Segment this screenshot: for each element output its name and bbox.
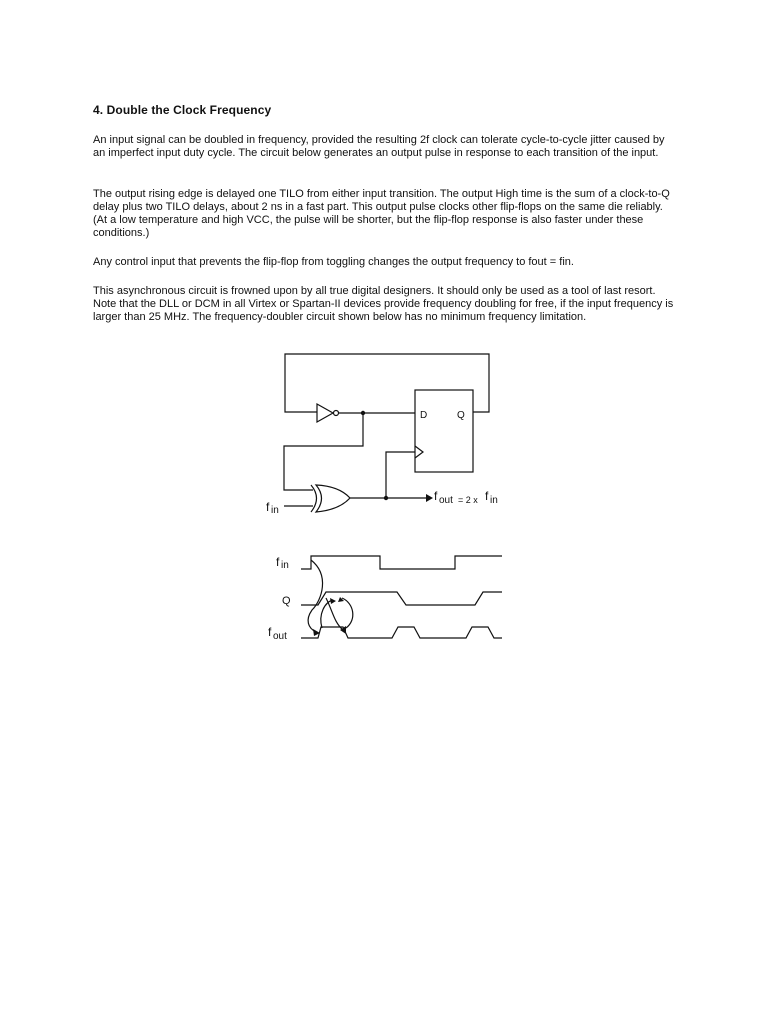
arrow-head-icon [338, 597, 344, 602]
output-label-sub: out [439, 495, 453, 506]
inverter-bubble [334, 411, 339, 416]
paragraph-1: An input signal can be doubled in frequency, provided the resulting 2f clock can tolerate cycle-to-cycle jitter caused by an imperfect input duty cycle. The circuit below generates an output pulse in response to each transition of the input. [93, 134, 665, 159]
clock-wire [386, 452, 415, 498]
arrow-head-icon [330, 598, 336, 604]
input-label-sub: in [271, 505, 279, 516]
output-label-f2: f [485, 489, 489, 503]
paragraph-4: This asynchronous circuit is frowned upon by all true digital designers. It should only be used as a tool of last resort. Note that the DLL or DCM in all Virtex or Spartan-II devices provide frequency doubling for free, if the input frequency is larger than 25 MHz. The frequency-doubler circuit shown below has no minimum frequency limitation. [93, 285, 674, 323]
fout-waveform [301, 627, 502, 638]
output-label-f: f [434, 489, 438, 503]
ff-q-label: Q [457, 410, 465, 421]
causal-arrow-4 [342, 598, 353, 628]
timing-fout-f: f [268, 625, 272, 639]
feedback-wire [285, 354, 489, 412]
timing-fin-sub: in [281, 560, 289, 571]
junction-dot [384, 496, 388, 500]
output-label-sub2: in [490, 495, 498, 506]
section-heading: 4. Double the Clock Frequency [93, 103, 272, 117]
paragraph-2: The output rising edge is delayed one TILO from either input transition. The output High time is the sum of a clock-to-Q delay plus two TILO delays, about 2 ns in a fast part. This output pulse clocks other flip-flops on the same die reliably. (At a low temperature and high VCC, the pulse will be shorter, but the flip-flop response is also faster under these conditions.) [93, 188, 670, 239]
clock-triangle [415, 446, 423, 458]
timing-fout-sub: out [273, 631, 287, 642]
timing-q-label: Q [282, 595, 291, 607]
output-arrow-icon [426, 494, 433, 502]
inverter-gate [317, 404, 333, 422]
fin-waveform [301, 556, 502, 569]
junction-dot [361, 411, 365, 415]
timing-diagram [301, 556, 502, 638]
output-eq-label: = 2 x [458, 495, 478, 505]
timing-fin-f: f [276, 555, 280, 569]
paragraph-3: Any control input that prevents the flip-flop from toggling changes the output frequency to fout = fin. [93, 256, 574, 268]
xor-input-wire [284, 413, 363, 490]
xor-gate [311, 485, 317, 512]
input-label-f: f [266, 500, 270, 514]
causal-arrow-3 [321, 600, 333, 628]
ff-d-label: D [420, 410, 428, 421]
frequency-doubler-schematic [284, 354, 489, 512]
flip-flop-box [415, 390, 473, 472]
